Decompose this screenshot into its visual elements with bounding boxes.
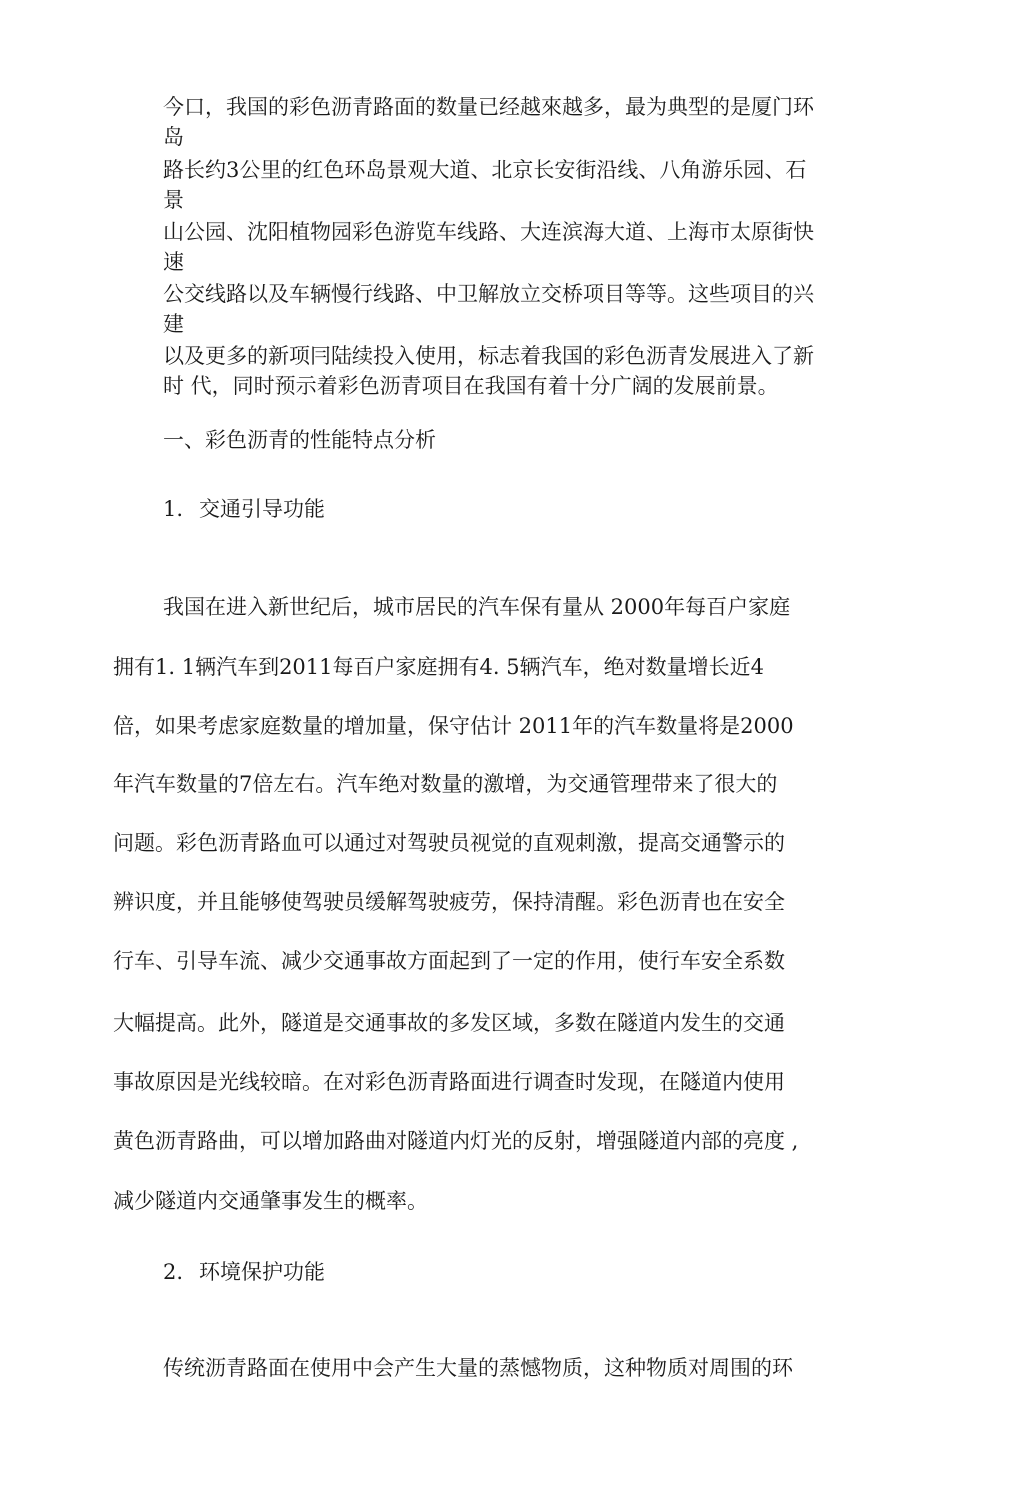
sub1-line-6: 辨识度，并且能够使驾驶员缓解驾驶疲劳，保持清醒。彩色沥青也在安全 xyxy=(113,890,785,914)
intro-line-7: 公交线路以及车辆慢行线路、中卫解放立交桥项目等等。这些项目的兴 xyxy=(163,282,814,306)
sub1-line-10: 黄色沥青路曲，可以增加路曲对隧道内灯光的反射，增强隧道内部的亮度 , xyxy=(113,1129,799,1153)
intro-line-5: 山公园、沈阳植物园彩色游览车线路、大连滨海大道、上海市太原街快 xyxy=(163,220,814,244)
intro-line-8: 建 xyxy=(163,312,184,336)
intro-line-9: 以及更多的新项冃陆续投入使用，标志着我国的彩色沥青发展进入了新 xyxy=(163,344,814,368)
sub2-title: 环境保护功能 xyxy=(199,1260,325,1284)
sub1-line-4: 年汽车数量的7倍左右。汽车绝对数量的激增，为交通管理带来了很大的 xyxy=(113,772,778,796)
sub1-line-3: 倍，如果考虑家庭数量的增加量，保守估计 2011年的汽车数量将是2000 xyxy=(113,714,794,738)
sub1-line-9: 事故原因是光线较暗。在对彩色沥青路面进行调查时发现，在隧道内使用 xyxy=(113,1070,785,1094)
intro-line-6: 速 xyxy=(163,250,184,274)
sub1-line-8: 大幅提高。此外，隧道是交通事故的多发区域，多数在隧道内发生的交通 xyxy=(113,1011,785,1035)
intro-line-2: 岛 xyxy=(163,125,184,149)
section-heading: 一、彩色沥青的性能特点分析 xyxy=(163,428,436,452)
sub1-line-7: 行车、引导车流、减少交通事故方面起到了一定的作用，使行车安全系数 xyxy=(113,949,785,973)
intro-line-4: 景 xyxy=(163,188,184,212)
intro-line-3: 路长约3公里的红色环岛景观大道、北京长安街沿线、八角游乐园、石 xyxy=(163,158,807,182)
sub1-number: 1. xyxy=(163,497,184,521)
sub1-line-1: 我国在进入新世纪后，城市居民的汽车保有量从 2000年每百户家庭 xyxy=(163,595,791,619)
intro-line-10: 时 代，同时预示着彩色沥青项目在我国有着十分广阔的发展前景。 xyxy=(163,374,779,398)
sub1-line-5: 问题。彩色沥青路血可以通过对驾驶员视觉的直观刺激，提高交通警示的 xyxy=(113,831,785,855)
intro-line-1: 今口，我国的彩色沥青路面的数量已经越來越多，最为典型的是厦门环 xyxy=(163,95,814,119)
sub2-line-1: 传统沥青路面在使用中会产生大量的蒸憾物质，这种物质对周围的环 xyxy=(163,1356,793,1380)
sub1-line-2: 拥有1. 1辆汽车到2011每百户家庭拥有4. 5辆汽车，绝对数量增长近4 xyxy=(113,655,764,679)
sub1-title: 交通引导功能 xyxy=(199,497,325,521)
sub1-line-11: 减少隧道内交通肇事发生的概率。 xyxy=(113,1189,428,1213)
sub2-number: 2. xyxy=(163,1260,184,1284)
